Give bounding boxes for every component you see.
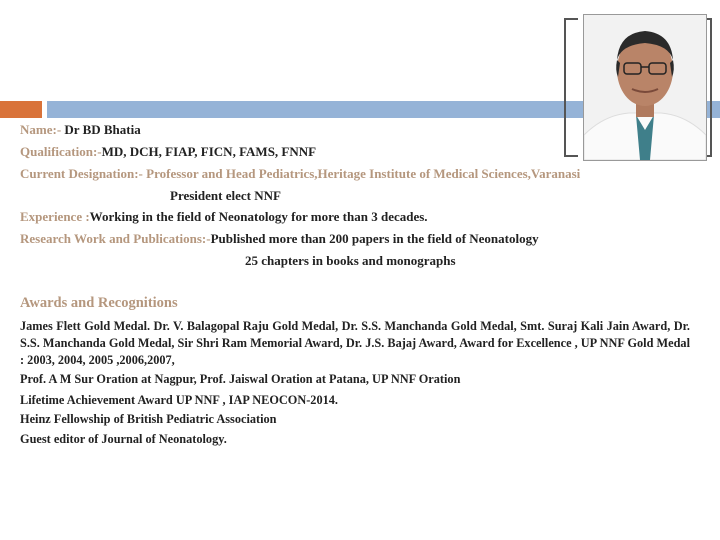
research-label: Research Work and Publications:-	[20, 231, 211, 246]
experience-value: Working in the field of Neonatology for more than 3 decades.	[89, 209, 428, 224]
qualification-label: Qualification:-	[20, 144, 102, 159]
award-item-1: James Flett Gold Medal. Dr. V. Balagopal Raju Gold Medal, Dr. S.S. Manchanda Gold Medal, Smt. Suraj Kali Jain Award, Dr. S.S. Manchanda Gold Medal, Sir Shri Ram Memorial Award, Dr. J.S. Bajaj Award, Award for Excellence , UP NNF Gold Medal : 2003, 2004, 2005 ,2006,2007,	[20, 319, 690, 367]
experience-label: Experience :	[20, 209, 90, 224]
qualification-value: MD, DCH, FIAP, FICN, FAMS, FNNF	[101, 144, 317, 159]
research-value: Published more than 200 papers in the field of Neonatology	[210, 231, 539, 246]
designation-label: Current Designation:-	[20, 166, 143, 181]
photo-frame-left-bracket	[564, 18, 578, 157]
profile-photo	[583, 14, 707, 161]
experience-row	[20, 209, 428, 225]
awards-heading: Awards and Recognitions	[20, 295, 178, 311]
designation-row	[20, 166, 580, 182]
name-label: Name:-	[20, 122, 62, 137]
name-row	[20, 122, 141, 138]
name-value: Dr BD Bhatia	[64, 122, 141, 137]
portrait-image	[584, 15, 706, 160]
qualification-row	[20, 144, 316, 160]
award-item-3: Lifetime Achievement Award UP NNF , IAP NEOCON-2014.	[20, 393, 338, 407]
award-item-5: Guest editor of Journal of Neonatology.	[20, 432, 227, 446]
award-item-4: Heinz Fellowship of British Pediatric Association	[20, 412, 277, 426]
research-value-2: 25 chapters in books and monographs	[245, 253, 456, 268]
designation-value-2: President elect NNF	[170, 188, 281, 203]
research-row	[20, 231, 539, 247]
accent-bar-orange	[0, 101, 42, 118]
designation-value: Professor and Head Pediatrics,Heritage Institute of Medical Sciences,Varanasi	[146, 166, 581, 181]
award-item-2: Prof. A M Sur Oration at Nagpur, Prof. Jaiswal Oration at Patana, UP NNF Oration	[20, 372, 461, 386]
